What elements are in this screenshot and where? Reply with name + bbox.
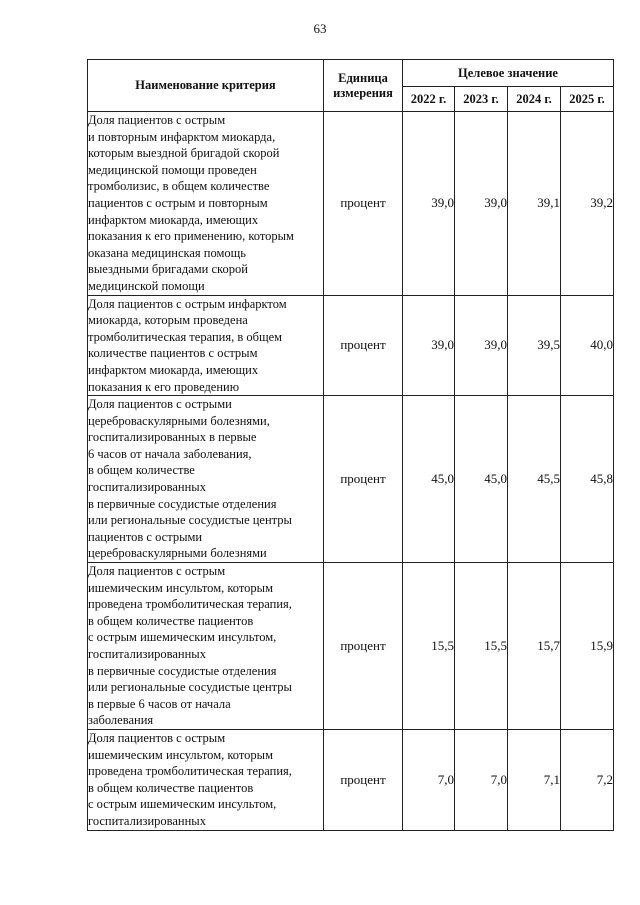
criterion-line: в общем количестве — [88, 463, 195, 478]
target-value-cell: 39,1 — [508, 112, 561, 296]
criterion-line: госпитализированных в первые — [88, 430, 257, 445]
criterion-line: показания к его проведению — [88, 379, 240, 394]
table-row — [88, 396, 614, 563]
criterion-line: Доля пациентов с острым — [88, 113, 226, 127]
target-value-cell: 15,5 — [403, 563, 455, 730]
criterion-line: ишемическим инсультом, которым — [88, 580, 273, 595]
criterion-line: или региональные сосудистые центры — [88, 513, 292, 528]
criterion-line: или региональные сосудистые центры — [88, 680, 292, 695]
unit-cell: процент — [324, 729, 403, 830]
target-value-cell: 45,0 — [455, 396, 508, 563]
table-row — [88, 295, 614, 396]
criterion-line: и повторным инфарктом миокарда, — [88, 129, 276, 144]
criterion-line: пациентов с острыми — [88, 529, 203, 544]
target-value-cell: 45,5 — [508, 396, 561, 563]
criterion-cell — [88, 396, 324, 563]
criterion-line: пациентов с острым и повторным — [88, 195, 268, 210]
unit-cell: процент — [324, 563, 403, 730]
criterion-line: инфарктом миокарда, имеющих — [88, 362, 259, 377]
criterion-line: в первые 6 часов от начала — [88, 696, 231, 711]
header-criterion: Наименование критерия — [88, 60, 324, 112]
criterion-line: проведена тромболитическая терапия, — [88, 764, 292, 779]
header-year-2022: 2022 г. — [403, 87, 455, 112]
target-value-cell: 15,5 — [455, 563, 508, 730]
criterion-cell — [88, 295, 324, 396]
table-row — [88, 729, 614, 830]
criterion-line: заболевания — [88, 713, 154, 728]
target-value-cell: 39,0 — [455, 112, 508, 296]
criterion-line: проведена тромболитическая терапия, — [88, 597, 292, 612]
target-value-cell: 45,0 — [403, 396, 455, 563]
header-year-2023: 2023 г. — [455, 87, 508, 112]
header-unit-line1: Единица — [338, 70, 388, 85]
target-value-cell: 39,0 — [455, 295, 508, 396]
target-value-cell: 39,0 — [403, 112, 455, 296]
target-value-cell: 45,8 — [561, 396, 614, 563]
criterion-line: которым выездной бригадой скорой — [88, 146, 280, 161]
header-target-value: Целевое значение — [403, 60, 614, 87]
criterion-line: количестве пациентов с острым — [88, 346, 258, 361]
criterion-line: с острым ишемическим инсультом, — [88, 630, 277, 645]
table-body — [88, 112, 614, 831]
criterion-line: цереброваскулярными болезнями — [88, 546, 267, 561]
criterion-line: с острым ишемическим инсультом, — [88, 797, 277, 812]
unit-cell: процент — [324, 295, 403, 396]
criterion-line: Доля пациентов с острыми — [88, 397, 232, 412]
page-number: 63 — [313, 21, 327, 36]
criterion-cell — [88, 729, 324, 830]
table-header — [88, 60, 614, 112]
criterion-line: медицинской помощи проведен — [88, 162, 257, 177]
criterion-line: госпитализированных — [88, 480, 206, 495]
criterion-line: в первичные сосудистые отделения — [88, 496, 277, 511]
criterion-line: Доля пациентов с острым — [88, 730, 226, 745]
criterion-line: медицинской помощи — [88, 278, 205, 293]
criterion-line: оказана медицинская помощь — [88, 245, 246, 260]
criterion-cell — [88, 112, 324, 296]
unit-cell: процент — [324, 396, 403, 563]
criterion-line: тромболизис, в общем количестве — [88, 179, 270, 194]
criterion-line: в общем количестве пациентов — [88, 780, 254, 795]
target-value-cell: 39,2 — [561, 112, 614, 296]
target-value-cell: 40,0 — [561, 295, 614, 396]
target-value-cell: 15,9 — [561, 563, 614, 730]
criterion-line: ишемическим инсультом, которым — [88, 747, 273, 762]
table-row — [88, 563, 614, 730]
target-value-cell: 15,7 — [508, 563, 561, 730]
target-value-cell: 39,5 — [508, 295, 561, 396]
header-year-2024: 2024 г. — [508, 87, 561, 112]
criterion-line: 6 часов от начала заболевания, — [88, 446, 252, 461]
criterion-line: инфарктом миокарда, имеющих — [88, 212, 259, 227]
criterion-line: в первичные сосудистые отделения — [88, 663, 277, 678]
criterion-line: госпитализированных — [88, 813, 206, 828]
target-value-cell: 7,2 — [561, 729, 614, 830]
target-value-cell: 7,0 — [455, 729, 508, 830]
criterion-line: миокарда, которым проведена — [88, 313, 248, 328]
table-row — [88, 112, 614, 296]
target-value-cell: 7,1 — [508, 729, 561, 830]
criterion-line: в общем количестве пациентов — [88, 613, 254, 628]
criterion-line: цереброваскулярными болезнями, — [88, 413, 270, 428]
header-year-2025: 2025 г. — [561, 87, 614, 112]
criteria-table — [87, 59, 614, 831]
criterion-line: госпитализированных — [88, 647, 206, 661]
criterion-line: Доля пациентов с острым — [88, 564, 226, 579]
criterion-cell — [88, 563, 324, 730]
criterion-line: Доля пациентов с острым инфарктом — [88, 296, 287, 311]
criterion-line: показания к его применению, которым — [88, 229, 294, 244]
header-unit — [324, 60, 403, 112]
target-value-cell: 7,0 — [403, 729, 455, 830]
target-value-cell: 39,0 — [403, 295, 455, 396]
unit-cell: процент — [324, 112, 403, 296]
criterion-line: выездными бригадами скорой — [88, 262, 248, 277]
header-unit-line2: измерения — [333, 85, 393, 100]
criterion-line: тромболитическая терапия, в общем — [88, 329, 283, 344]
